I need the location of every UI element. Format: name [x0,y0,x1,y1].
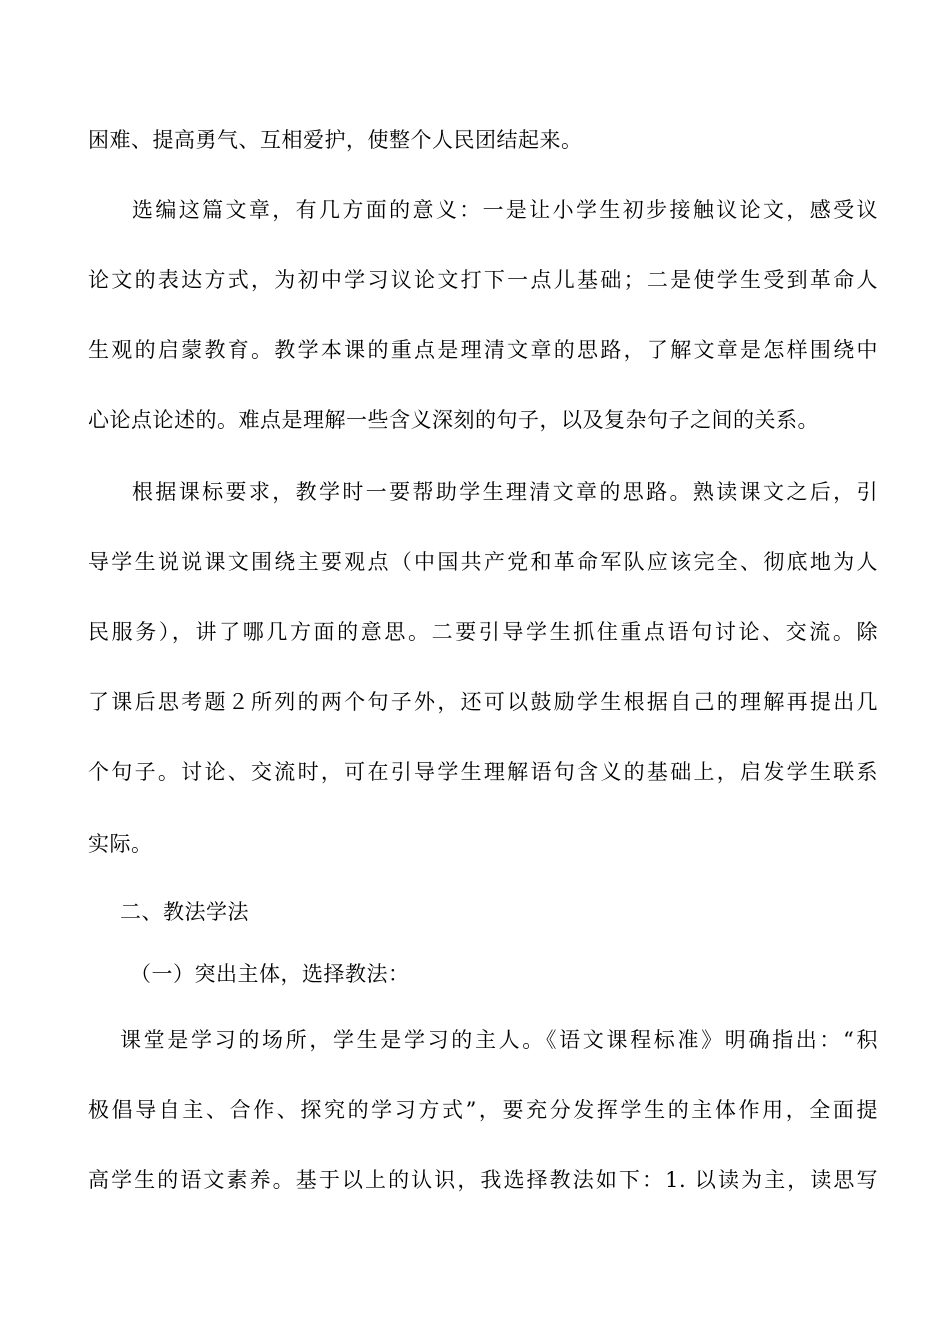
text-line: 心论点论述的。难点是理解一些含义深刻的句子，以及复杂句子之间的关系。 [88,408,819,432]
text-line: 选编这篇文章，有几方面的意义：一是让小学生初步接触议论文，感受议 [132,198,878,222]
text-line: 导学生说说课文围绕主要观点（中国共产党和革命军队应该完全、彻底地为人 [88,550,878,574]
subsection-heading: （一）突出主体，选择教法： [130,962,410,986]
text-line: 极倡导自主、合作、探究的学习方式”，要充分发挥学生的主体作用，全面提 [88,1098,878,1122]
text-line: 个句子。讨论、交流时，可在引导学生理解语句含义的基础上，启发学生联系 [88,760,878,784]
section-heading: 二、教法学法 [120,900,249,924]
text-line: 根据课标要求，教学时一要帮助学生理清文章的思路。熟读课文之后，引 [132,480,878,504]
text-line: 了课后思考题２所列的两个句子外，还可以鼓励学生根据自己的理解再提出几 [88,690,878,714]
text-line: 民服务），讲了哪几方面的意思。二要引导学生抓住重点语句讨论、交流。除 [88,620,878,644]
text-line: 高学生的语文素养。基于以上的认识，我选择教法如下：1. 以读为主，读思写 [88,1168,878,1192]
text-line: 课堂是学习的场所，学生是学习的主人。《语文课程标准》明确指出：“积 [120,1028,878,1052]
text-line: 实际。 [88,832,153,856]
text-line: 论文的表达方式，为初中学习议论文打下一点儿基础；二是使学生受到革命人 [88,268,878,292]
text-line: 生观的启蒙教育。教学本课的重点是理清文章的思路，了解文章是怎样围绕中 [88,338,878,362]
text-line: 困难、提高勇气、互相爱护，使整个人民团结起来。 [88,128,583,152]
